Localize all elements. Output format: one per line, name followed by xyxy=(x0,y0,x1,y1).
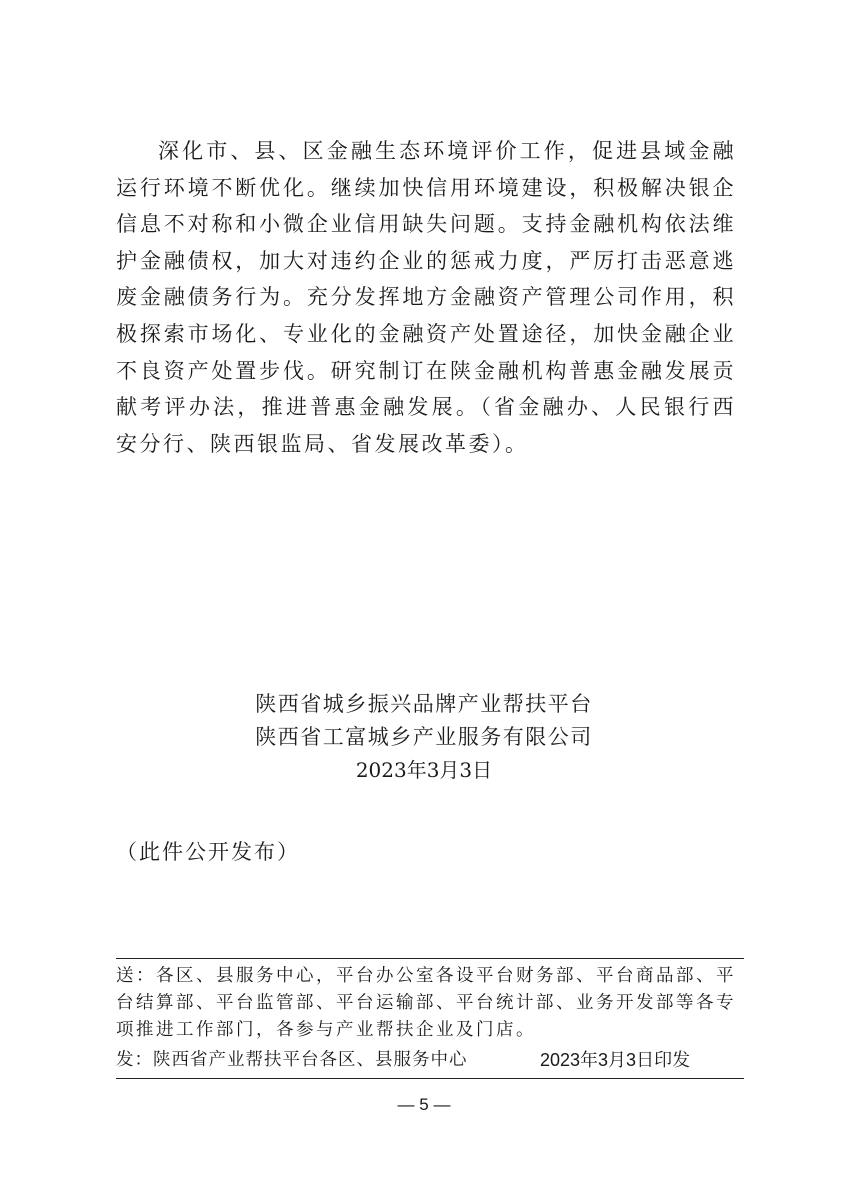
distribution-bottom-rule xyxy=(116,1078,744,1079)
signature-date: 2023年3月3日 xyxy=(355,758,493,782)
distribution-issued-by: 发：陕西省产业帮扶平台各区、县服务中心 xyxy=(116,1050,468,1070)
signature-org-line-2: 陕西省工富城乡产业服务有限公司 xyxy=(255,725,593,749)
distribution-top-rule xyxy=(116,958,744,959)
distribution-issue-date: 2023年3月3日印发 xyxy=(540,1050,691,1070)
page-number: — 5 — xyxy=(397,1095,451,1114)
body-paragraph: 深化市、县、区金融生态环境评价工作，促进县域金融运行环境不断优化。继续加快信用环境建设，积极解决银企信息不对称和小微企业信用缺失问题。支持金融机构依法维护金融债权，加大对违约企业的惩戒力度，严厉打击恶意逃废金融债务行为。充分发挥地方金融资产管理公司作用，积极探索市场化、专业化的金融资产处置途径，加快金融企业不良资产处置步伐。研究制订在陕金融机构普惠金融发展贡献考评办法，推进普惠金融发展。（省金融办、人民银行西安分行、陕西银监局、省发展改革委）。 xyxy=(116,139,736,456)
signature-org-line-1: 陕西省城乡振兴品牌产业帮扶平台 xyxy=(255,692,593,716)
distribution-issue-line xyxy=(116,1047,744,1074)
distribution-send-to: 送：各区、县服务中心，平台办公室各设平台财务部、平台商品部、平台结算部、平台监管部、平台运输部、平台统计部、业务开发部等各专项推进工作部门，各参与产业帮扶企业及门店。 xyxy=(116,966,736,1040)
publish-note: （此件公开发布） xyxy=(116,840,300,864)
